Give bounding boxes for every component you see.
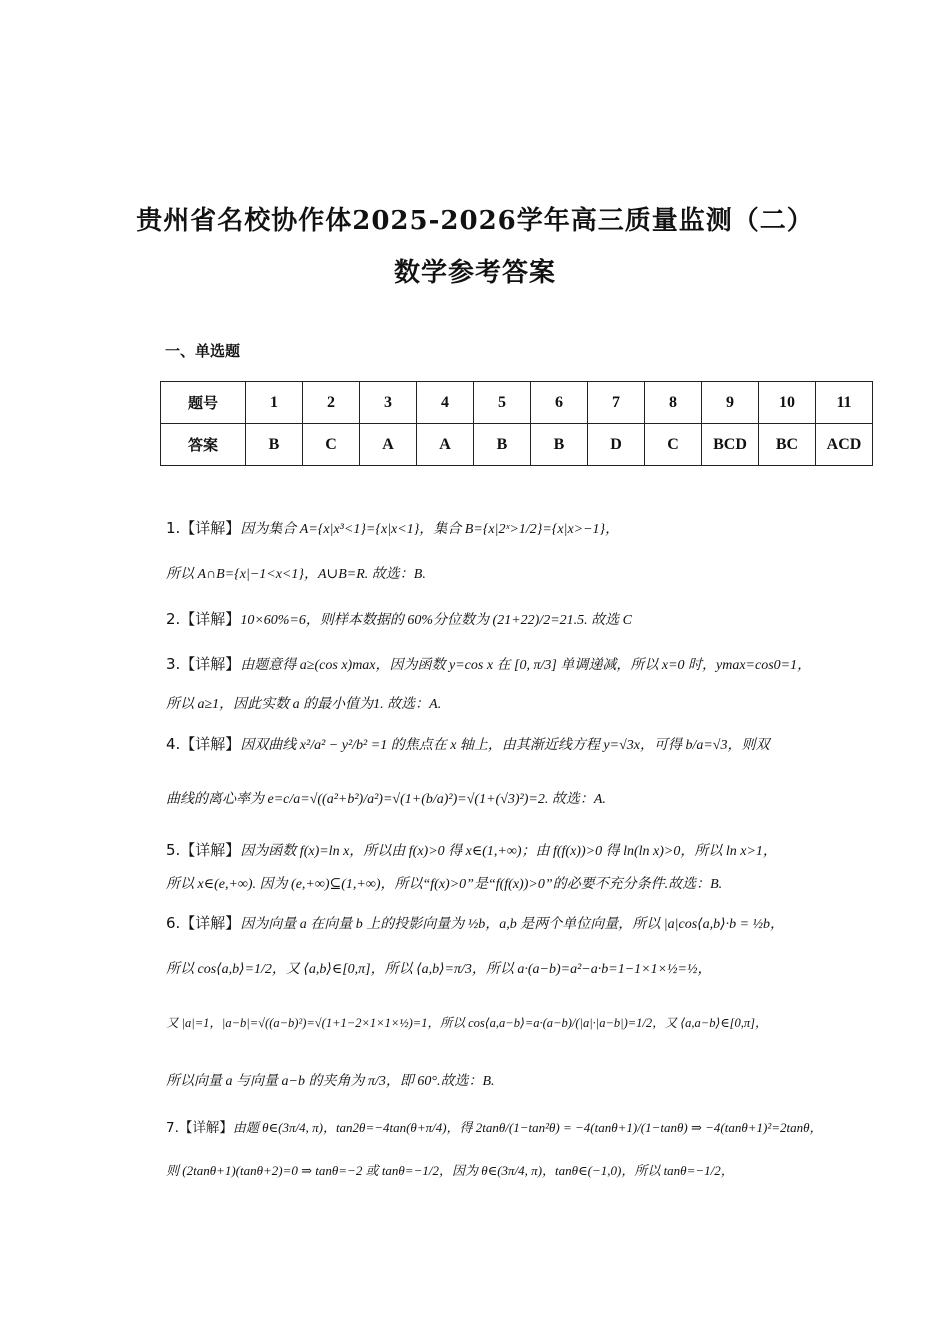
answer-cell: BC [759, 424, 816, 466]
solution-label: 7.【详解】 [166, 1120, 233, 1136]
answer-cell: B [531, 424, 588, 466]
question-number: 7 [588, 382, 645, 424]
solution-text: 由题 θ∈(3π/4, π)，tan2θ=−4tan(θ+π/4)，得 2tanθ/(1−tan²θ) = −4(tanθ+1)/(1−tanθ) ⇒ −4(tanθ+1)²=2tanθ， [232, 1120, 823, 1135]
answer-cell: BCD [702, 424, 759, 466]
answer-cell: C [303, 424, 360, 466]
question-number: 10 [759, 382, 816, 424]
solution-label: 6.【详解】 [166, 914, 241, 932]
answer-cell: B [246, 424, 303, 466]
solution-text: 所以 A∩B={x|−1<x<1}，A∪B=R. 故选：B. [166, 567, 426, 582]
solution-line [166, 1160, 896, 1179]
solution-line [166, 788, 896, 808]
solution-line [166, 608, 896, 629]
solution-line [166, 1116, 896, 1136]
solution-line [166, 1070, 896, 1090]
solution-text: 因为函数 f(x)=ln x，所以由 f(x)>0 得 x∈(1,+∞)；由 f(f(x))>0 得 ln(ln x)>0，所以 ln x>1， [240, 844, 777, 859]
solution-line [166, 517, 896, 538]
solution-text: 10×60%=6，则样本数据的 60%分位数为 (21+22)/2=21.5. 故选 C [240, 613, 632, 628]
solution-line [166, 563, 896, 583]
solution-text: 则 (2tanθ+1)(tanθ+2)=0 ⇒ tanθ=−2 或 tanθ=−1/2，因为 θ∈(3π/4, π)，tanθ∈(−1,0)，所以 tanθ=−1/2， [166, 1163, 734, 1178]
question-number: 5 [474, 382, 531, 424]
answer-table-answer-row [161, 424, 873, 466]
solution-text: 因双曲线 x²/a² − y²/b² =1 的焦点在 x 轴上，由其渐近线方程 y=√3x，可得 b/a=√3，则双 [240, 738, 770, 753]
document-subtitle: 数学参考答案 [393, 258, 556, 288]
answer-cell: A [417, 424, 474, 466]
section-heading: 一、单选题 [165, 342, 241, 360]
solution-text: 所以 cos⟨a,b⟩=1/2，又 ⟨a,b⟩∈[0,π]，所以 ⟨a,b⟩=π/3，所以 a·(a−b)=a²−a·b=1−1×1×½=½， [166, 962, 712, 977]
solution-line [166, 958, 896, 978]
question-number: 2 [303, 382, 360, 424]
solution-line [166, 839, 896, 860]
solution-line [166, 653, 896, 674]
solution-line [166, 1013, 896, 1031]
answer-cell: B [474, 424, 531, 466]
document-title: 贵州省名校协作体2025-2026学年高三质量监测（二） [136, 206, 814, 236]
solution-text: 由题意得 a≥(cos x)max，因为函数 y=cos x 在 [0, π/3] 单调递减，所以 x=0 时，ymax=cos0=1， [240, 658, 812, 673]
question-number: 1 [246, 382, 303, 424]
solution-label: 5.【详解】 [166, 841, 241, 859]
solution-line [166, 873, 896, 893]
question-number: 11 [816, 382, 873, 424]
solution-label: 4.【详解】 [166, 735, 241, 753]
question-number: 3 [360, 382, 417, 424]
answer-cell: D [588, 424, 645, 466]
answer-cell: C [645, 424, 702, 466]
solution-text: 因为向量 a 在向量 b 上的投影向量为 ½b，a,b 是两个单位向量，所以 |a|cos⟨a,b⟩·b = ½b， [240, 917, 785, 932]
solution-line [166, 693, 896, 713]
solution-text: 所以向量 a 与向量 a−b 的夹角为 π/3，即 60°.故选：B. [166, 1074, 495, 1089]
solution-text: 曲线的离心率为 e=c/a=√((a²+b²)/a²)=√(1+(b/a)²)=√(1+(√3)²)=2. 故选：A. [166, 792, 606, 807]
solution-label: 1.【详解】 [166, 519, 241, 537]
row-label-number: 题号 [161, 382, 246, 424]
solution-text: 又 |a|=1，|a−b|=√((a−b)²)=√(1+1−2×1×1×½)=1，所以 cos⟨a,a−b⟩=a·(a−b)/(|a|·|a−b|)=1/2，又 ⟨a,a−b⟩∈[0,π]， [166, 1016, 768, 1030]
answer-table-header-row [161, 382, 873, 424]
solution-label: 2.【详解】 [166, 610, 241, 628]
solution-text: 因为集合 A={x|x³<1}={x|x<1}，集合 B={x|2ˣ>1/2}={x|x>−1}， [240, 522, 620, 537]
answer-table [160, 381, 873, 466]
question-number: 9 [702, 382, 759, 424]
row-label-answer: 答案 [161, 424, 246, 466]
answer-cell: A [360, 424, 417, 466]
solution-line [166, 733, 896, 754]
question-number: 6 [531, 382, 588, 424]
solution-label: 3.【详解】 [166, 655, 241, 673]
solution-text: 所以 x∈(e,+∞). 因为 (e,+∞)⊆(1,+∞)，所以“f(x)>0”是“f(f(x))>0”的必要不充分条件.故选：B. [166, 877, 723, 892]
answer-cell: ACD [816, 424, 873, 466]
solution-text: 所以 a≥1，因此实数 a 的最小值为1. 故选：A. [166, 697, 442, 712]
question-number: 4 [417, 382, 474, 424]
solution-line [166, 912, 896, 933]
question-number: 8 [645, 382, 702, 424]
